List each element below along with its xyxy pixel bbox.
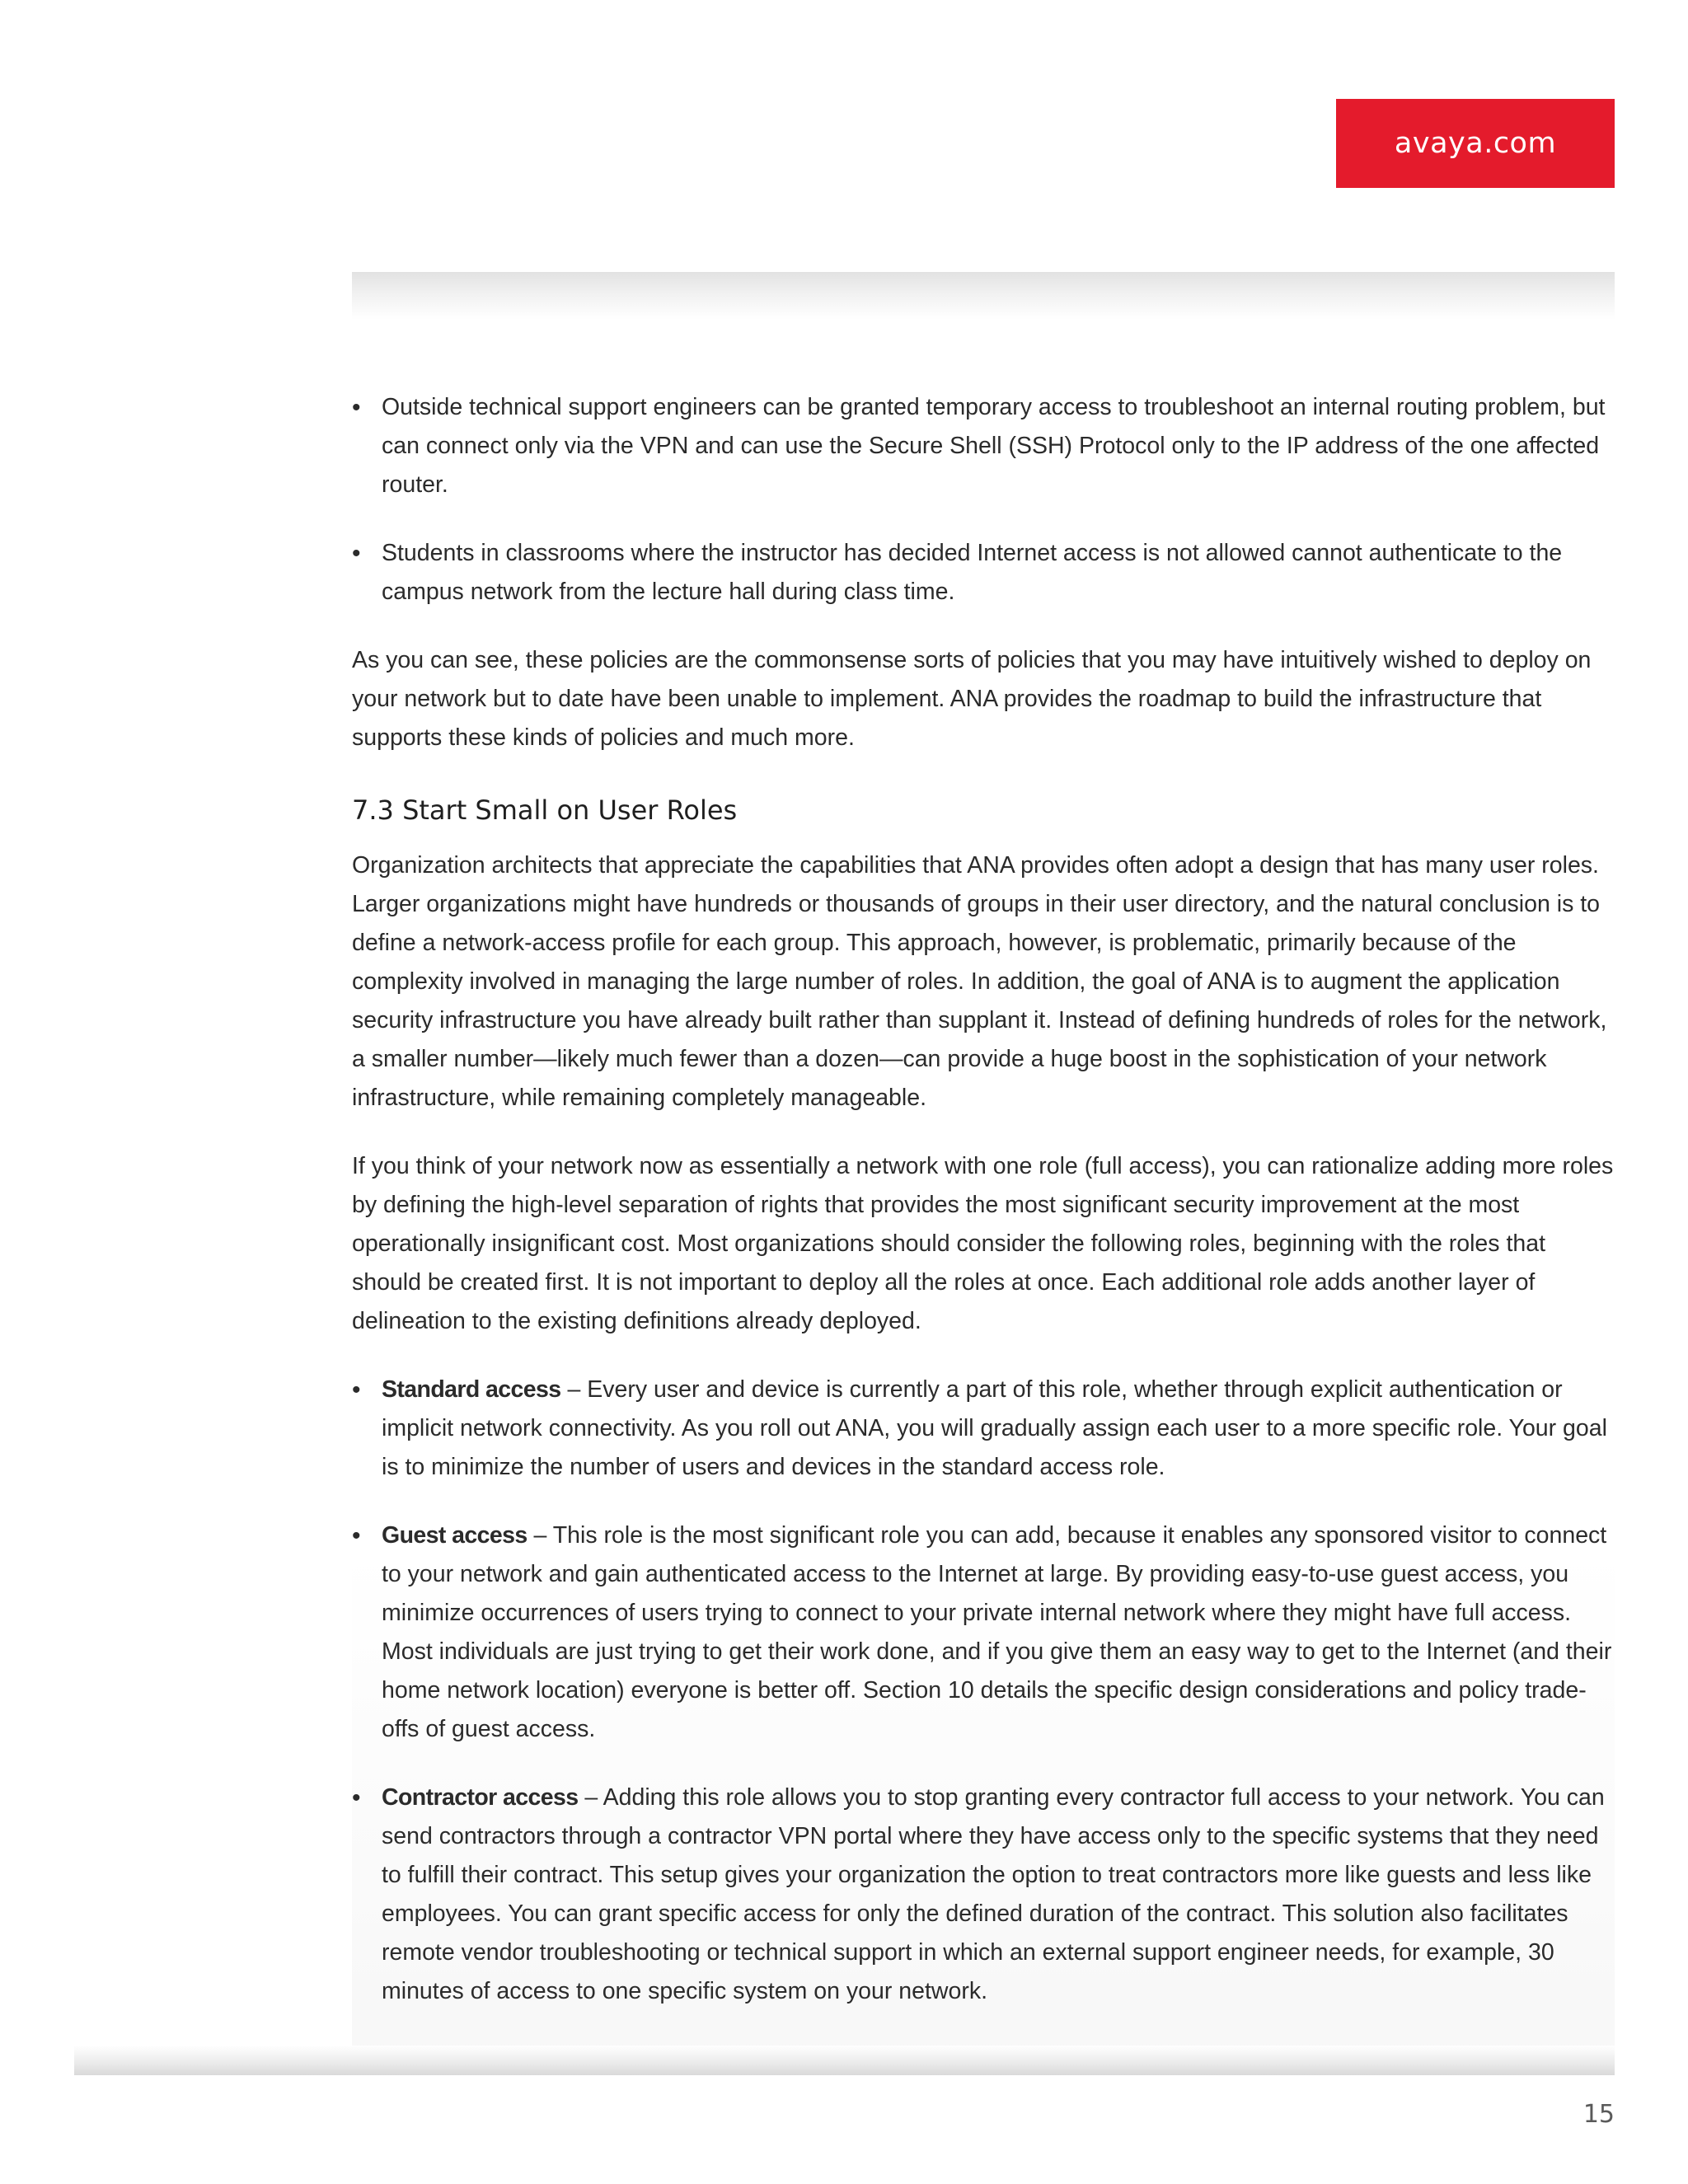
- brand-badge-label: avaya.com: [1394, 127, 1557, 160]
- bullet-icon: •: [352, 1784, 361, 1811]
- role-description: – This role is the most significant role you can add, because it enables any sponsored visitor to connect to your network and gain authenticated access to the Internet at large. By providing easy-to-use guest access, you minimize occurrences of users trying to connect to your private internal network where they might have full access. Most individuals are just trying to get their work done, and if you give them an easy way to get to the Internet (and their home network location) everyone is better off. Section 10 details the specific design considerations and policy trade-offs of guest access.: [382, 1522, 1612, 1742]
- bullet-icon: •: [352, 394, 361, 421]
- list-item-contractor-access: [352, 1779, 1615, 2011]
- page-content: [352, 388, 1615, 2041]
- section-intro-paragraph: Organization architects that appreciate the capabilities that ANA provides often adopt a design that has many user roles. Larger organizations might have hundreds or thousands of groups in their user directory, and the natural conclusion is to define a network-access profile for each group. This approach, however, is problematic, primarily because of the complexity involved in managing the large number of roles. In addition, the goal of ANA is to augment the application security infrastructure you have already built rather than supplant it. Instead of defining hundreds of roles for the network, a smaller number—likely much fewer than a dozen—can provide a huge boost in the sophistication of your network infrastructure, while remaining completely manageable.: [352, 852, 1607, 1111]
- role-term: Standard access: [382, 1376, 561, 1403]
- role-bullet-list: [352, 1371, 1615, 2011]
- bullet-icon: •: [352, 1522, 361, 1549]
- list-item: [352, 388, 1615, 504]
- role-description: – Every user and device is currently a part of this role, whether through explicit authentication or implicit network connectivity. As you roll out ANA, you will gradually assign each user to a more specific role. Your goal is to minimize the number of users and devices in the standard access role.: [382, 1376, 1607, 1480]
- summary-paragraph: As you can see, these policies are the commonsense sorts of policies that you may have intuitively wished to deploy on your network but to date have been unable to implement. ANA provides the roadmap to build the infrastructure that supports these kinds of policies and much more.: [352, 647, 1592, 751]
- role-description: – Adding this role allows you to stop granting every contractor full access to your network. You can send contractors through a contractor VPN portal where they have access only to the specific systems that they need to fulfill their contract. This setup gives your organization the option to treat contractors more like guests and less like employees. You can grant specific access for only the defined duration of the contract. This solution also facilitates remote vendor troubleshooting or technical support in which an external support engineer needs, for example, 30 minutes of access to one specific system on your network.: [382, 1784, 1605, 2004]
- section-heading: 7.3 Start Small on User Roles: [352, 794, 738, 826]
- list-item: [352, 534, 1615, 612]
- role-term: Guest access: [382, 1522, 528, 1549]
- role-term: Contractor access: [382, 1784, 579, 1811]
- bullet-icon: •: [352, 540, 361, 567]
- footer-divider-band: [74, 2046, 1615, 2075]
- bullet-icon: •: [352, 1376, 361, 1404]
- intro-bullet-list: [352, 388, 1615, 612]
- bullet-text: Students in classrooms where the instructor has decided Internet access is not allowed cannot authenticate to the campus network from the lecture hall during class time.: [382, 540, 1563, 605]
- avaya-brand-badge[interactable]: [1336, 99, 1615, 188]
- list-item-standard-access: [352, 1371, 1615, 1487]
- page-number: 15: [1582, 2100, 1615, 2129]
- bullet-text: Outside technical support engineers can be granted temporary access to troubleshoot an internal routing problem, but can connect only via the VPN and can use the Secure Shell (SSH) Protocol only to the IP address of the one affected router.: [382, 394, 1606, 498]
- list-item-guest-access: [352, 1516, 1615, 1749]
- header-divider-band: [352, 272, 1615, 320]
- roles-intro-paragraph: If you think of your network now as essentially a network with one role (full access), you can rationalize adding more roles by defining the high-level separation of rights that provides the most significant security improvement at the most operationally insignificant cost. Most organizations should consider the following roles, beginning with the roles that should be created first. It is not important to deploy all the roles at once. Each additional role adds another layer of delineation to the existing definitions already deployed.: [352, 1153, 1614, 1334]
